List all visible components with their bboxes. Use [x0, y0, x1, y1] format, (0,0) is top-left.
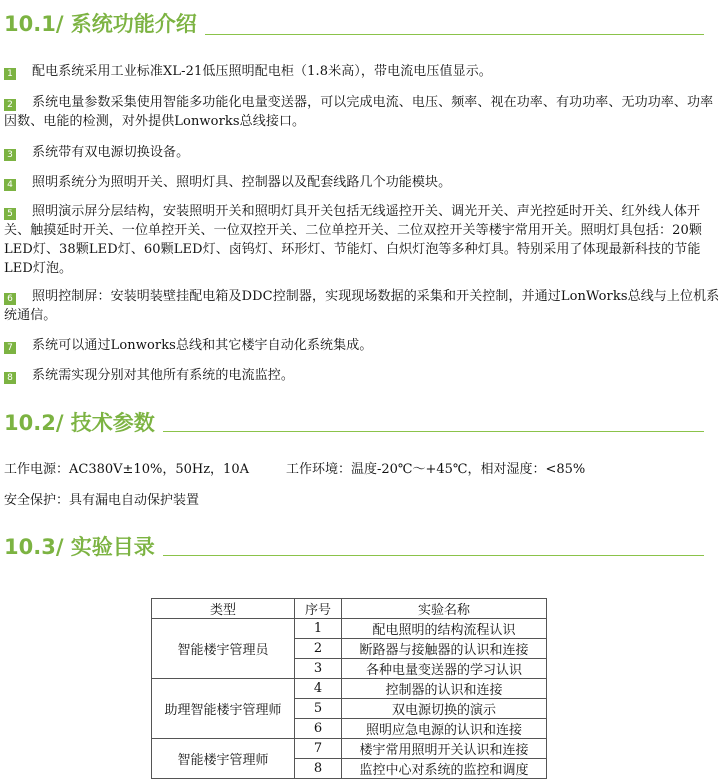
experiment-name-cell: 照明应急电源的认识和连接 — [342, 719, 547, 739]
feature-item-7 — [4, 336, 720, 355]
number-badge: 1 — [4, 68, 16, 80]
feature-text: 照明演示屏分层结构，安装照明开关和照明灯具开关包括无线遥控开关、调光开关、声光控延时开关、红外线人体开关、触摸延时开关、一位单控开关、一位双控开关、二位单控开关、二位双控开关等楼宇常用开关。照明灯具包括：20颗LED灯、38颗LED灯、60颗LED灯、卤钨灯、环形灯、节能灯、白炽灯泡等多种灯具。特别采用了体现最新科技的节能LED灯泡。 — [4, 204, 702, 276]
feature-text: 系统需实现分别对其他所有系统的电流监控。 — [32, 368, 295, 383]
number-cell: 7 — [295, 739, 342, 759]
feature-text: 系统带有双电源切换设备。 — [32, 145, 190, 160]
section-header-10-1 — [4, 12, 197, 36]
feature-text: 系统可以通过Lonworks总线和其它楼宇自动化系统集成。 — [32, 338, 373, 353]
feature-text: 系统电量参数采集使用智能多功能化电量变送器，可以完成电流、电压、频率、视在功率、有功功率、无功功率、功率因数、电能的检测，对外提供Lonworks总线接口。 — [4, 95, 714, 129]
type-cell: 智能楼宇管理师 — [152, 739, 295, 779]
number-badge: 4 — [4, 179, 16, 191]
section-title: 10.3/ 实验目录 — [4, 535, 155, 559]
number-badge: 5 — [4, 208, 16, 220]
type-cell: 智能楼宇管理员 — [152, 619, 295, 679]
column-header-name: 实验名称 — [342, 599, 547, 619]
number-badge: 7 — [4, 342, 16, 354]
experiment-name-cell: 各种电量变送器的学习认识 — [342, 659, 547, 679]
table-header-row — [152, 599, 547, 619]
table-row — [152, 679, 547, 699]
number-badge: 2 — [4, 99, 16, 111]
section-title: 10.2/ 技术参数 — [4, 411, 155, 435]
table-row — [152, 739, 547, 759]
section-header-10-3 — [4, 535, 155, 559]
feature-item-3 — [4, 143, 720, 162]
number-badge: 6 — [4, 293, 16, 305]
spec-environment: 工作环境：温度-20℃～+45℃，相对湿度：<85% — [286, 462, 586, 477]
type-cell: 助理智能楼宇管理师 — [152, 679, 295, 739]
number-badge: 3 — [4, 149, 16, 161]
experiment-name-cell: 断路器与接触器的认识和连接 — [342, 639, 547, 659]
column-header-type: 类型 — [152, 599, 295, 619]
feature-item-5 — [4, 202, 720, 278]
number-badge: 8 — [4, 372, 16, 384]
spec-power: 工作电源：AC380V±10%，50Hz，10A — [4, 462, 249, 477]
section-header-10-2 — [4, 411, 155, 435]
feature-item-1 — [4, 62, 720, 81]
feature-item-2 — [4, 93, 720, 131]
experiment-name-cell: 配电照明的结构流程认识 — [342, 619, 547, 639]
number-cell: 3 — [295, 659, 342, 679]
number-cell: 8 — [295, 759, 342, 779]
number-cell: 1 — [295, 619, 342, 639]
feature-text: 照明系统分为照明开关、照明灯具、控制器以及配套线路几个功能模块。 — [32, 175, 452, 190]
experiment-name-cell: 监控中心对系统的监控和调度 — [342, 759, 547, 779]
number-cell: 5 — [295, 699, 342, 719]
feature-item-8 — [4, 366, 720, 385]
feature-item-6 — [4, 287, 720, 325]
experiment-name-cell: 双电源切换的演示 — [342, 699, 547, 719]
feature-text: 配电系统采用工业标准XL-21低压照明配电柜（1.8米高），带电流电压值显示。 — [32, 64, 492, 79]
section-divider — [163, 555, 704, 556]
spec-safety: 安全保护：具有漏电自动保护装置 — [4, 493, 200, 508]
section-divider — [205, 34, 704, 35]
column-header-number: 序号 — [295, 599, 342, 619]
number-cell: 6 — [295, 719, 342, 739]
number-cell: 2 — [295, 639, 342, 659]
table-row — [152, 619, 547, 639]
feature-text: 照明控制屏：安装明装壁挂配电箱及DDC控制器，实现现场数据的采集和开关控制，并通过LonWorks总线与上位机系统通信。 — [4, 289, 720, 323]
experiment-name-cell: 楼宇常用照明开关认识和连接 — [342, 739, 547, 759]
number-cell: 4 — [295, 679, 342, 699]
section-title: 10.1/ 系统功能介绍 — [4, 12, 197, 36]
experiment-table — [151, 598, 547, 779]
feature-item-4 — [4, 173, 720, 192]
experiment-name-cell: 控制器的认识和连接 — [342, 679, 547, 699]
section-divider — [163, 431, 704, 432]
